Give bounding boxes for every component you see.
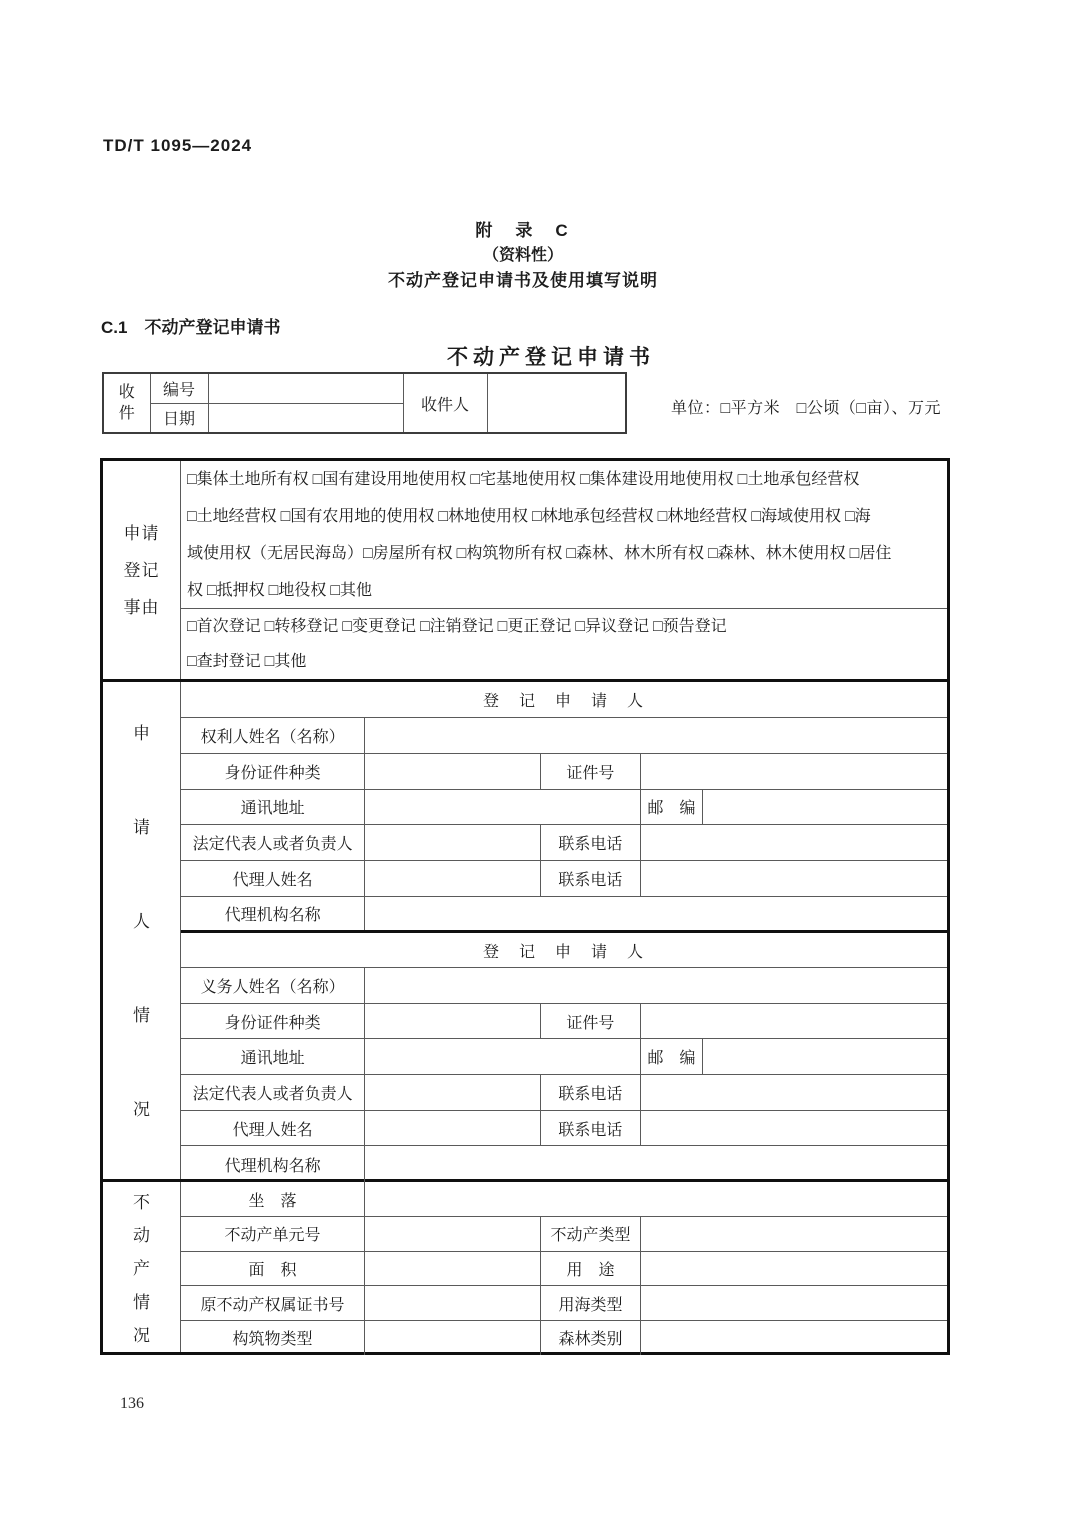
page-number: 136: [120, 1395, 144, 1412]
label-structure-type: 构筑物类型: [181, 1320, 365, 1355]
field-agency-name-2: [365, 1146, 947, 1182]
field-location: [365, 1182, 947, 1217]
label-legal-rep-phone-1: 联系电话: [541, 825, 641, 861]
label-forest-category: 森林类别: [541, 1320, 641, 1355]
estate-sidebar-char-4: 情: [133, 1292, 150, 1312]
field-estate-type: [640, 1217, 947, 1252]
label-agent-name-2: 代理人姓名: [181, 1110, 365, 1146]
label-id-cert-number-2: 证件号: [541, 1003, 641, 1039]
field-obligor-name: [365, 968, 947, 1004]
field-postcode-1: [703, 789, 947, 825]
label-location: 坐 落: [181, 1182, 365, 1217]
label-agency-name-1: 代理机构名称: [181, 896, 365, 932]
field-sea-use-type: [640, 1286, 947, 1321]
label-agent-name-1: 代理人姓名: [181, 860, 365, 896]
right-type-line-4: 权 □抵押权 □地役权 □其他: [187, 582, 372, 599]
field-id-cert-number-1: [640, 753, 947, 789]
field-right-holder-name: [365, 718, 947, 754]
field-original-cert-number: [365, 1286, 541, 1321]
field-agency-name-1: [365, 896, 947, 932]
reason-sidebar: [103, 461, 181, 679]
field-purpose: [640, 1251, 947, 1286]
field-unit-number: [365, 1217, 541, 1252]
label-id-cert-number-1: 证件号: [541, 753, 641, 789]
estate-sidebar: [103, 1182, 181, 1352]
label-address-1: 通讯地址: [181, 789, 365, 825]
unit-note: 单位：□平方米 □公顷（□亩）、万元: [671, 400, 941, 417]
field-legal-rep-1: [365, 825, 541, 861]
receipt-date-value: [208, 403, 403, 433]
label-sea-use-type: 用海类型: [541, 1286, 641, 1321]
right-type-line-3: 域使用权（无居民海岛）□房屋所有权 □构筑物所有权 □森林、林木所有权 □森林、林木使用权 □居住: [187, 545, 892, 562]
applicant-sidebar-char-2: 请: [133, 817, 150, 837]
applicant-section: [103, 679, 947, 1179]
field-legal-rep-phone-1: [640, 825, 947, 861]
label-legal-rep-1: 法定代表人或者负责人: [181, 825, 365, 861]
applicant-sidebar-char-3: 人: [133, 911, 150, 931]
receipt-header: [103, 373, 150, 433]
label-agency-name-2: 代理机构名称: [181, 1146, 365, 1182]
field-forest-category: [640, 1320, 947, 1355]
field-id-cert-type-1: [365, 753, 541, 789]
receipt-date-label: 日期: [150, 403, 208, 433]
field-id-cert-number-2: [640, 1003, 947, 1039]
appendix-informative-note: （资料性）: [482, 247, 563, 264]
label-address-2: 通讯地址: [181, 1039, 365, 1075]
appendix-heading: [98, 218, 948, 293]
appendix-label: 附 录 C: [475, 221, 571, 240]
label-obligor-name: 义务人姓名（名称）: [181, 968, 365, 1004]
label-area: 面 积: [181, 1251, 365, 1286]
receipt-header-char-2: 件: [118, 405, 135, 422]
field-agent-phone-1: [640, 860, 947, 896]
field-legal-rep-phone-2: [640, 1075, 947, 1111]
label-postcode-2: 邮 编: [640, 1039, 703, 1075]
field-agent-name-1: [365, 860, 541, 896]
receipt-table: [102, 372, 627, 434]
label-original-cert-number: 原不动产权属证书号: [181, 1286, 365, 1321]
field-legal-rep-2: [365, 1075, 541, 1111]
label-postcode-1: 邮 编: [640, 789, 703, 825]
field-agent-name-2: [365, 1110, 541, 1146]
field-area: [365, 1251, 541, 1286]
registrant-header-2: 登 记 申 请 人: [181, 932, 947, 968]
appendix-title: 不动产登记申请书及使用填写说明: [388, 271, 658, 290]
label-unit-number: 不动产单元号: [181, 1217, 365, 1252]
receipt-number-value: [208, 373, 403, 403]
registration-reason-section: [103, 461, 947, 679]
estate-section: [103, 1179, 947, 1352]
estate-sidebar-char-2: 动: [133, 1226, 150, 1246]
label-id-cert-type-2: 身份证件种类: [181, 1003, 365, 1039]
estate-table: [181, 1182, 947, 1355]
field-address-1: [365, 789, 640, 825]
form-title: 不动产登记申请书: [447, 346, 655, 369]
receipt-number-label: 编号: [150, 373, 208, 403]
field-address-2: [365, 1039, 640, 1075]
field-structure-type: [365, 1320, 541, 1355]
section-heading-c1: C.1 不动产登记申请书: [101, 318, 281, 337]
field-postcode-2: [703, 1039, 947, 1075]
registration-type-line-1: □首次登记 □转移登记 □变更登记 □注销登记 □更正登记 □异议登记 □预告登记: [187, 618, 727, 635]
label-estate-type: 不动产类型: [541, 1217, 641, 1252]
applicant-sidebar-char-1: 申: [133, 723, 150, 743]
reason-sidebar-line-2: 登记: [123, 560, 160, 580]
right-type-options: [181, 461, 947, 609]
standard-number: TD/T 1095—2024: [103, 136, 253, 155]
registration-type-line-2: □查封登记 □其他: [187, 653, 307, 670]
reason-sidebar-line-3: 事由: [123, 597, 160, 617]
applicant-table: [181, 682, 947, 1182]
label-legal-rep-2: 法定代表人或者负责人: [181, 1075, 365, 1111]
estate-sidebar-char-5: 况: [133, 1325, 150, 1345]
receiver-label: 收件人: [403, 373, 487, 433]
label-agent-phone-1: 联系电话: [541, 860, 641, 896]
estate-sidebar-char-1: 不: [133, 1193, 150, 1213]
right-type-line-2: □土地经营权 □国有农用地的使用权 □林地使用权 □林地承包经营权 □林地经营权 □海域使用权 □海: [187, 508, 871, 525]
receipt-header-char-1: 收: [118, 384, 135, 401]
receiver-value: [487, 373, 626, 433]
label-agent-phone-2: 联系电话: [541, 1110, 641, 1146]
right-type-line-1: □集体土地所有权 □国有建设用地使用权 □宅基地使用权 □集体建设用地使用权 □土地承包经营权: [187, 471, 860, 488]
label-legal-rep-phone-2: 联系电话: [541, 1075, 641, 1111]
field-agent-phone-2: [640, 1110, 947, 1146]
registrant-header-1: 登 记 申 请 人: [181, 682, 947, 718]
registration-type-options: [181, 609, 947, 679]
applicant-sidebar-char-4: 情: [133, 1006, 150, 1026]
applicant-sidebar: [103, 682, 181, 1179]
field-id-cert-type-2: [365, 1003, 541, 1039]
applicant-sidebar-char-5: 况: [133, 1100, 150, 1120]
reason-sidebar-line-1: 申请: [123, 523, 160, 543]
label-id-cert-type-1: 身份证件种类: [181, 753, 365, 789]
application-form-table: [100, 458, 950, 1355]
label-right-holder-name: 权利人姓名（名称）: [181, 718, 365, 754]
label-purpose: 用 途: [541, 1251, 641, 1286]
reason-options: [181, 461, 947, 679]
estate-sidebar-char-3: 产: [133, 1259, 150, 1279]
